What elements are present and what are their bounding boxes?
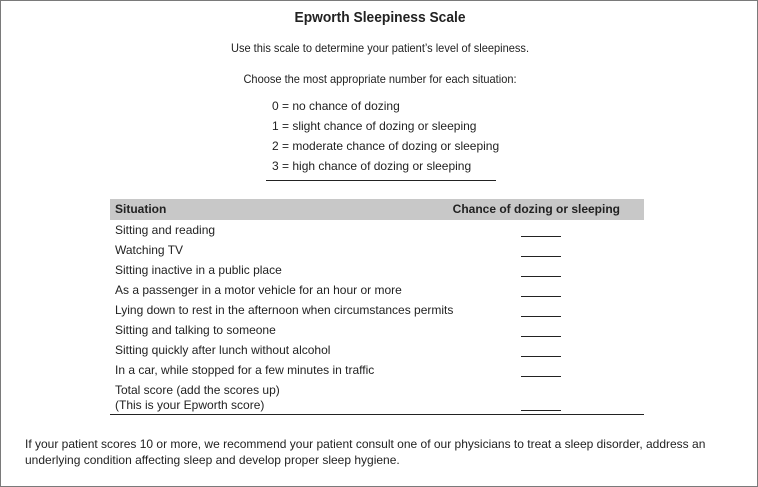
situation-label: Sitting quickly after lunch without alcohol — [115, 343, 331, 357]
total-row — [110, 380, 644, 414]
header-chance: Chance of dozing or sleeping — [452, 202, 620, 216]
score-blank[interactable] — [521, 316, 561, 317]
situation-label: Watching TV — [115, 243, 184, 257]
score-blank[interactable] — [521, 256, 561, 257]
header-situation: Situation — [115, 202, 167, 216]
situation-table — [110, 199, 644, 415]
table-row — [110, 320, 644, 340]
table-row — [110, 260, 644, 280]
footer-note: If your patient scores 10 or more, we recommend your patient consult one of our physicians to treat a sleep disorder, address an underlying condition affecting sleep and develop proper sleep hygiene. — [25, 437, 706, 467]
table-row — [110, 220, 644, 240]
total-label-line2: (This is your Epworth score) — [115, 398, 265, 412]
score-blank[interactable] — [521, 296, 561, 297]
legend-item-2: 2 = moderate chance of dozing or sleeping — [272, 139, 500, 153]
legend-item-3: 3 = high chance of dozing or sleeping — [272, 159, 472, 173]
table-row — [110, 280, 644, 300]
table-row — [110, 300, 644, 320]
score-blank[interactable] — [521, 276, 561, 277]
situation-label: Sitting and talking to someone — [115, 323, 276, 337]
table-row — [110, 240, 644, 260]
situation-label: As a passenger in a motor vehicle for an hour or more — [115, 283, 402, 297]
total-label-line1: Total score (add the scores up) — [115, 383, 280, 397]
page-subtitle: Use this scale to determine your patient’s level of sleepiness. — [230, 41, 530, 55]
page-title: Epworth Sleepiness Scale — [294, 9, 466, 26]
total-score-blank[interactable] — [521, 410, 561, 411]
table-row — [110, 360, 644, 380]
table-header — [110, 199, 644, 220]
score-blank[interactable] — [521, 336, 561, 337]
situation-label: Lying down to rest in the afternoon when circumstances permits — [115, 303, 454, 317]
legend-item-1: 1 = slight chance of dozing or sleeping — [272, 119, 477, 133]
score-blank[interactable] — [521, 236, 561, 237]
table-row — [110, 340, 644, 360]
score-blank[interactable] — [521, 376, 561, 377]
legend-item-0: 0 = no chance of dozing — [272, 99, 400, 113]
situation-label: Sitting and reading — [115, 223, 216, 237]
score-blank[interactable] — [521, 356, 561, 357]
situation-label: Sitting inactive in a public place — [115, 263, 282, 277]
score-legend — [266, 98, 500, 181]
situation-label: In a car, while stopped for a few minutes in traffic — [115, 363, 375, 377]
total-label — [115, 383, 415, 413]
instruction-text: Choose the most appropriate number for each situation: — [243, 72, 517, 86]
